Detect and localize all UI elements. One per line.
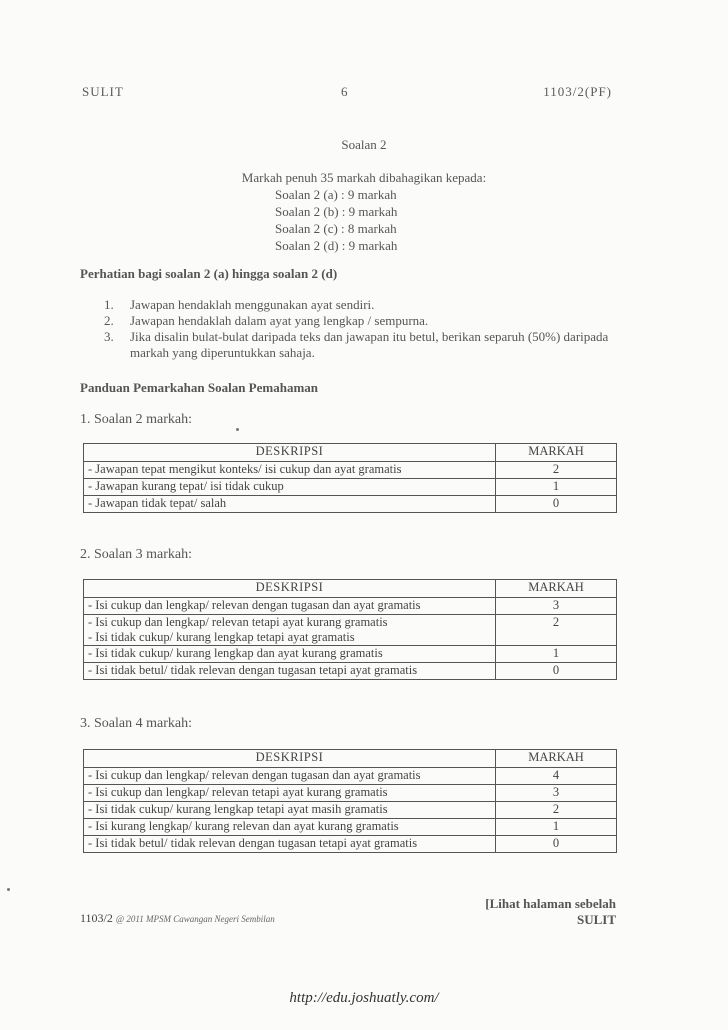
table-row bbox=[84, 479, 617, 496]
allocation-line: Soalan 2 (c) : 8 markah bbox=[275, 221, 397, 236]
table-header-row bbox=[84, 444, 617, 462]
row-desc: - Jawapan tepat mengikut konteks/ isi cukup dan ayat gramatis bbox=[84, 462, 496, 479]
row-desc: - Isi tidak betul/ tidak relevan dengan tugasan tetapi ayat gramatis bbox=[84, 836, 496, 853]
page-number: 6 bbox=[341, 84, 349, 99]
note-item bbox=[104, 313, 650, 329]
table-row bbox=[84, 836, 617, 853]
row-mark: 2 bbox=[496, 615, 617, 646]
header-right: 1103/2(PF) bbox=[543, 84, 612, 99]
footer-sulit: SULIT bbox=[576, 912, 616, 927]
notes-list bbox=[104, 297, 650, 361]
row-desc-line: - Isi tidak cukup/ kurang lengkap tetapi ayat gramatis bbox=[88, 630, 355, 644]
paper-code: 1103/2 bbox=[80, 911, 113, 925]
footer-code bbox=[80, 911, 275, 926]
table-row bbox=[84, 496, 617, 513]
row-desc: - Jawapan tidak tepat/ salah bbox=[84, 496, 496, 513]
table-row bbox=[84, 802, 617, 819]
row-desc: - Isi kurang lengkap/ kurang relevan dan ayat kurang gramatis bbox=[84, 819, 496, 836]
note-number: 3. bbox=[104, 329, 114, 344]
allocation-intro: Markah penuh 35 markah dibahagikan kepada: bbox=[241, 170, 487, 185]
footer-right bbox=[485, 896, 616, 928]
section-label: 2. Soalan 3 markah: bbox=[80, 547, 192, 562]
table-row bbox=[84, 768, 617, 785]
row-mark: 3 bbox=[496, 598, 617, 615]
note-item bbox=[104, 297, 650, 313]
note-number: 1. bbox=[104, 297, 114, 312]
row-mark: 1 bbox=[496, 646, 617, 663]
header-left: SULIT bbox=[82, 84, 124, 99]
table-row bbox=[84, 785, 617, 802]
row-desc: - Isi cukup dan lengkap/ relevan tetapi ayat kurang gramatis bbox=[84, 785, 496, 802]
section-label: 1. Soalan 2 markah: bbox=[80, 412, 192, 427]
section-label: 3. Soalan 4 markah: bbox=[80, 716, 192, 731]
allocation-line: Soalan 2 (b) : 9 markah bbox=[275, 204, 398, 219]
speck bbox=[236, 428, 239, 431]
allocation-list bbox=[275, 186, 397, 254]
source-url[interactable]: http://edu.joshuatly.com/ bbox=[289, 990, 439, 1006]
copyright-text: @ 2011 MPSM Cawangan Negeri Sembilan bbox=[115, 914, 275, 924]
table-header-row bbox=[84, 750, 617, 768]
note-item bbox=[104, 329, 650, 361]
mark-header: MARKAH bbox=[496, 580, 617, 598]
row-mark: 0 bbox=[496, 496, 617, 513]
section-title: Soalan 2 bbox=[341, 137, 387, 152]
table-row bbox=[84, 615, 617, 646]
table-row bbox=[84, 462, 617, 479]
row-mark: 2 bbox=[496, 462, 617, 479]
row-mark: 0 bbox=[496, 663, 617, 680]
table-row bbox=[84, 646, 617, 663]
marking-table-4 bbox=[83, 749, 617, 853]
allocation-line: Soalan 2 (a) : 9 markah bbox=[275, 187, 397, 202]
desc-header: DESKRIPSI bbox=[84, 580, 496, 598]
row-mark: 4 bbox=[496, 768, 617, 785]
allocation-line: Soalan 2 (d) : 9 markah bbox=[275, 238, 398, 253]
row-desc: - Isi cukup dan lengkap/ relevan dengan tugasan dan ayat gramatis bbox=[84, 768, 496, 785]
row-desc: - Jawapan kurang tepat/ isi tidak cukup bbox=[84, 479, 496, 496]
marking-table-3 bbox=[83, 579, 617, 680]
note-text: Jawapan hendaklah menggunakan ayat sendiri. bbox=[130, 297, 375, 312]
note-text: Jawapan hendaklah dalam ayat yang lengkap / sempurna. bbox=[130, 313, 429, 328]
table-row bbox=[84, 663, 617, 680]
guide-heading: Panduan Pemarkahan Soalan Pemahaman bbox=[80, 380, 319, 395]
desc-header: DESKRIPSI bbox=[84, 444, 496, 462]
table-header-row bbox=[84, 580, 617, 598]
next-page-note: [Lihat halaman sebelah bbox=[485, 896, 616, 911]
row-mark: 1 bbox=[496, 479, 617, 496]
marking-table-2 bbox=[83, 443, 617, 513]
row-desc bbox=[84, 615, 496, 646]
mark-header: MARKAH bbox=[496, 444, 617, 462]
row-desc-line: - Isi cukup dan lengkap/ relevan tetapi ayat kurang gramatis bbox=[88, 615, 388, 629]
row-desc: - Isi tidak cukup/ kurang lengkap tetapi ayat masih gramatis bbox=[84, 802, 496, 819]
mark-header: MARKAH bbox=[496, 750, 617, 768]
desc-header: DESKRIPSI bbox=[84, 750, 496, 768]
row-desc: - Isi cukup dan lengkap/ relevan dengan tugasan dan ayat gramatis bbox=[84, 598, 496, 615]
row-desc: - Isi tidak cukup/ kurang lengkap dan ayat kurang gramatis bbox=[84, 646, 496, 663]
table-row bbox=[84, 598, 617, 615]
note-text: Jika disalin bulat-bulat daripada teks dan jawapan itu betul, berikan separuh (50%) daripada markah yang diperuntukkan sahaja. bbox=[130, 329, 609, 360]
note-number: 2. bbox=[104, 313, 114, 328]
row-mark: 1 bbox=[496, 819, 617, 836]
row-mark: 3 bbox=[496, 785, 617, 802]
note-heading: Perhatian bagi soalan 2 (a) hingga soalan 2 (d) bbox=[80, 266, 338, 281]
row-mark: 0 bbox=[496, 836, 617, 853]
row-mark: 2 bbox=[496, 802, 617, 819]
speck bbox=[7, 888, 10, 891]
table-row bbox=[84, 819, 617, 836]
row-desc: - Isi tidak betul/ tidak relevan dengan tugasan tetapi ayat gramatis bbox=[84, 663, 496, 680]
